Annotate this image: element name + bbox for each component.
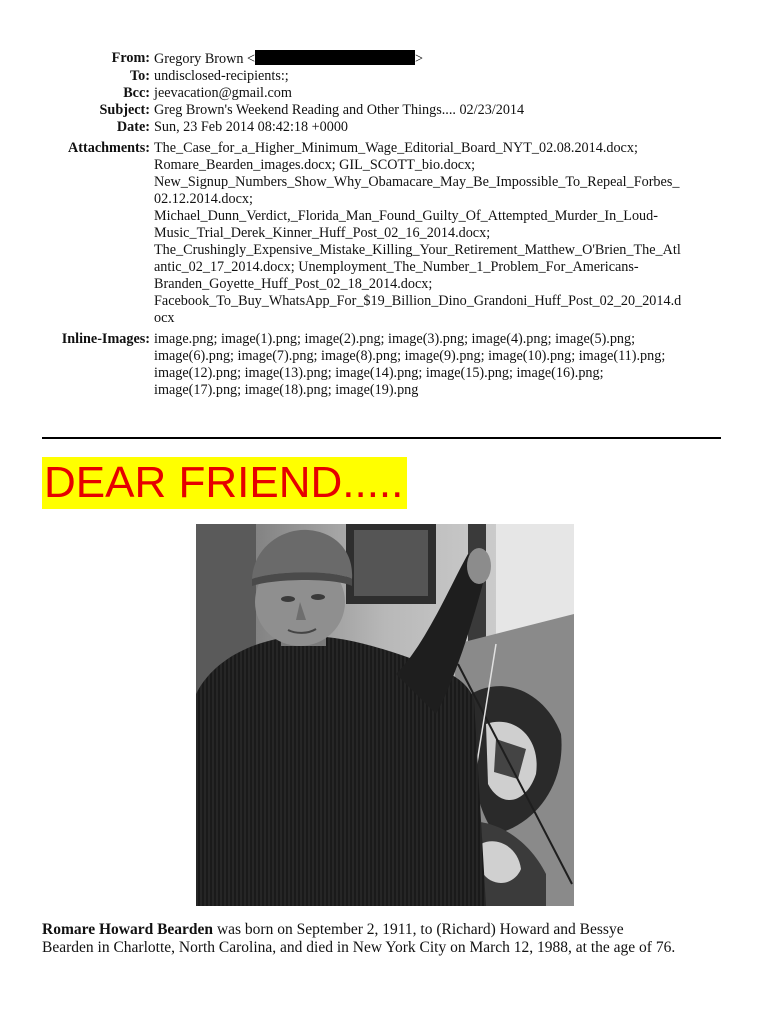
subject-value: Greg Brown's Weekend Reading and Other Things.... 02/23/2014 — [154, 102, 525, 118]
bcc-label: Bcc: — [123, 85, 150, 101]
subject-label: Subject: — [99, 102, 150, 118]
bio-line2: Bearden in Charlotte, North Carolina, and died in New York City on March 12, 1988, at the age of 76. — [42, 939, 676, 956]
inline-images-label: Inline-Images: — [61, 331, 150, 347]
inline-images-list: image.png; image(1).png; image(2).png; image(3).png; image(4).png; image(5).png; image(6).png; image(7).png; image(8).png; image(9).png; image(10).png; image(11).png; image(12).png; image(13).png; image(14).png; image(15).png; image(16).png; image(17).png; image(18).png; image(19).png — [154, 331, 666, 398]
bio-line1: was born on September 2, 1911, to (Richard) Howard and Bessye — [213, 921, 624, 938]
date-label: Date: — [116, 119, 150, 135]
attachments-label: Attachments: — [68, 140, 150, 156]
redaction-bar — [255, 50, 415, 65]
attachments-list: The_Case_for_a_Higher_Minimum_Wage_Editorial_Board_NYT_02.08.2014.docx; Romare_Bearden_images.docx; GIL_SCOTT_bio.docx; New_Signup_Numbers_Show_Why_Obamacare_May_Be_Impossible_To_Repeal_Forbes_ 02.12.2014.docx; Michael_Dunn_Verdict,_Florida_Man_Found_Guilty_Of_Attempted_Murder_In_Loud- Music_Trial_Derek_Kinner_Huff_Post_02_16_2014.docx; The_Crushingly_Expensive_Mistake_Killing_Your_Retirement_Matthew_O'Brien_The_Atl antic_02_17_2014.docx; Unemployment_The_Number_1_Problem_For_Americans- Branden_Goyette_Huff_Post_02_18_2014.docx; Facebook_To_Buy_WhatsApp_For_$19_Billion_Dino_Grandoni_Huff_Post_02_20_2014.d ocx — [154, 140, 682, 326]
bcc-value: jeevacation@gmail.com — [154, 85, 292, 101]
email-header — [40, 50, 724, 399]
artist-name: Romare Howard Bearden — [42, 921, 214, 938]
from-name: Gregory Brown < — [154, 51, 255, 67]
artist-bio — [42, 921, 732, 957]
from-label: From: — [111, 50, 150, 66]
to-label: To: — [130, 68, 150, 84]
date-value: Sun, 23 Feb 2014 08:42:18 +0000 — [154, 119, 349, 135]
artist-photo — [196, 524, 574, 906]
to-value: undisclosed-recipients:; — [154, 68, 289, 84]
from-value — [154, 50, 724, 68]
horizontal-divider — [42, 437, 721, 439]
from-bracket-close: > — [415, 51, 424, 67]
greeting-banner: DEAR FRIEND..... — [42, 457, 407, 509]
